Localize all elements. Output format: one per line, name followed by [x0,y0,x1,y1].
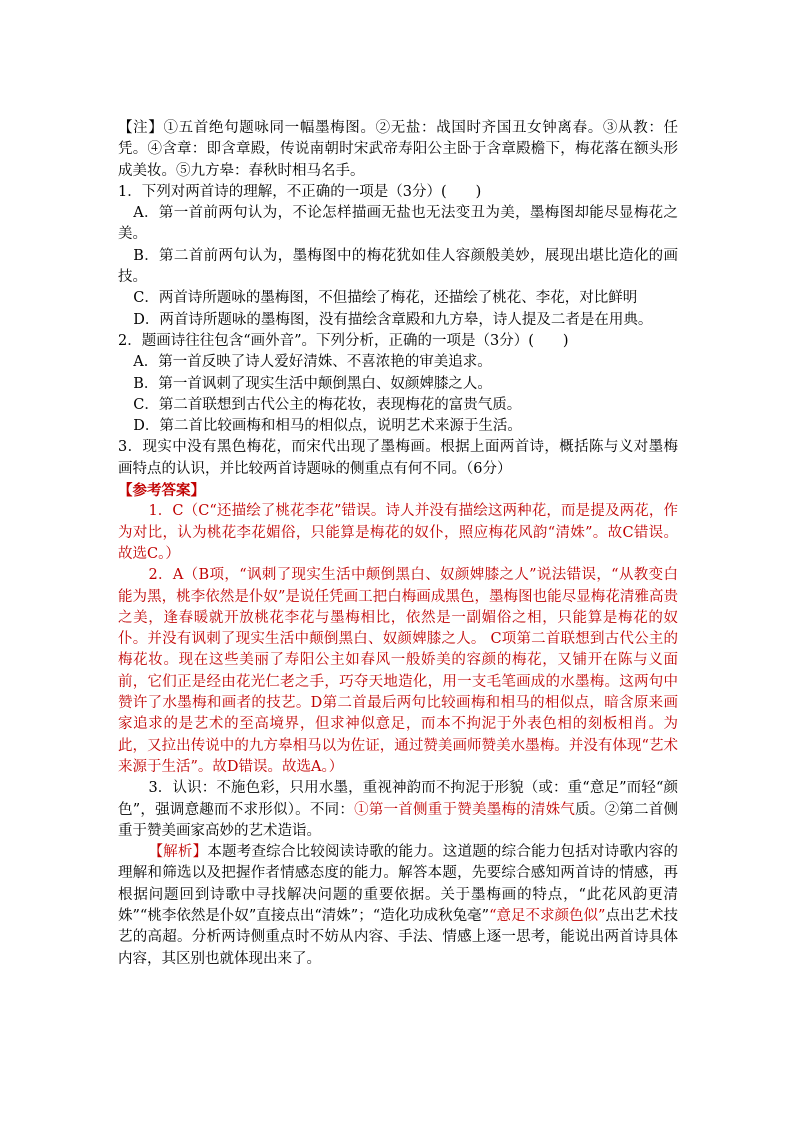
answer-3-tail: 质。②第二首侧重于赞美画家高妙的艺术造诣。 [118,801,679,839]
question-2-option-d: D．第二首比较画梅和相马的相似点，说明艺术来源于生活。 [133,418,522,435]
question-1-option-d: D．两首诗所题咏的墨梅图，没有描绘含章殿和九方皋，诗人提及二者是在用典。 [133,311,653,328]
answer-2: 2．A（B项，“讽刺了现实生活中颠倒黑白、奴颜婢膝之人”说法错误，“从教变白能为黑，桃李依然是仆奴”是说任凭画工把白梅画成黑色，墨梅图也能尽显梅花清雅高贵之美，逢春暖就开放桃花李花与墨梅相比，依然是一副媚俗之相，只能算是梅花的奴仆。并没有讽刺了现实生活中颠倒黑白、奴颜婢膝之人。 C项第二首联想到古代公主的梅花妆。现在这些美丽了寿阳公主如春风一般娇美的容颜的梅花，又铺开在陈与义面前，它们正是经由花光仁老之手，巧夺天地造化，用一支毛笔画成的水墨梅。这两句中赞许了水墨梅和画者的技艺。D第二首最后两句比较画梅和相马的相似点，暗含原来画家追求的是艺术的至高境界，但求神似意足，而本不拘泥于外表色相的刻板相肖。为此，又拉出传说中的九方皋相马以为佐证，通过赞美画师赞美水墨梅。并没有体现“艺术来源于生活”。故D错误。故选A。） [118,567,678,775]
question-1-option-b: B．第二首前两句认为，墨梅图中的梅花犹如佳人容颜般美妙，展现出堪比造化的画技。 [118,247,678,286]
question-2-option-b: B．第一首讽刺了现实生活中颠倒黑白、奴颜婢膝之人。 [133,375,492,392]
analysis-text-2: 点出艺术技艺的高超。分析两诗侧重点时不妨从内容、手法、情感上逐一思考，能说出两首诗具体内容，其区别也就体现出来了。 [118,907,679,967]
answer-3-highlight: ①第一首侧重于赞美墨梅的清姝气 [354,801,576,818]
question-3-stem: 3．现实中没有黑色梅花，而宋代出现了墨梅画。根据上面两首诗，概括陈与义对墨梅画特点的认识，并比较两首诗题咏的侧重点有何不同。（6分） [118,439,678,477]
question-1-option-a: A．第一首前两句认为，不论怎样描画无盐也无法变丑为美，墨梅图却能尽显梅花之美。 [118,205,678,243]
question-1-option-c: C．两首诗所题咏的墨梅图，不但描绘了梅花，还描绘了桃花、李花，对比鲜明 [133,290,638,307]
analysis-label: 【解析】 [148,844,208,861]
analysis-text-1: 本题考查综合比较阅读诗歌的能力。这道题的综合能力包括对诗歌内容的理解和筛选以及把握作者情感态度的能力。解答本题，先要综合感知两首诗的情感，再根据问题回到诗歌中寻找解决问题的重要依据。关于墨梅画的特点，“此花风韵更清姝”“桃李依然是仆奴”直接点出“清姝”；“造化功成秋兔毫” [118,844,679,924]
question-1-stem: 1．下列对两首诗的理解，不正确的一项是（3分）( ) [118,183,482,200]
answer-1: 1．C（C“还描绘了桃花李花”错误。诗人并没有描绘这两种花，而是提及两花，作为对比，认为桃花李花媚俗，只能算是梅花的奴仆，照应梅花风韵“清姝”。故C错误。故选C。） [118,503,678,562]
question-2-stem: 2．题画诗往往包含“画外音”。下列分析，正确的一项是（3分）( ) [118,332,569,349]
question-2-option-c: C．第二首联想到古代公主的梅花妆，表现梅花的富贵气质。 [133,396,522,413]
answer-3 [118,778,678,842]
document-page [118,118,678,970]
notes-paragraph: 【注】①五首绝句题咏同一幅墨梅图。②无盐：战国时齐国丑女钟离春。③从教：任凭。④含章：即含章殿，传说南朝时宋武帝寿阳公主卧于含章殿檐下，梅花落在额头形成美妆。⑤九方皋：春秋时相马名手。 [118,120,678,179]
answer-header: 【参考答案】 [118,482,205,500]
analysis-highlight: “意足不求颜色似” [489,907,606,924]
answer-3-main: 3．认识：不施色彩，只用水墨，重视神韵而不拘泥于形貌（或：重“意足”而轻“颜色”，强调意趣而不求形似）。不同： [118,780,678,818]
analysis-paragraph [118,842,678,970]
question-2-option-a: A．第一首反映了诗人爱好清姝、不喜浓艳的审美追求。 [133,354,492,371]
